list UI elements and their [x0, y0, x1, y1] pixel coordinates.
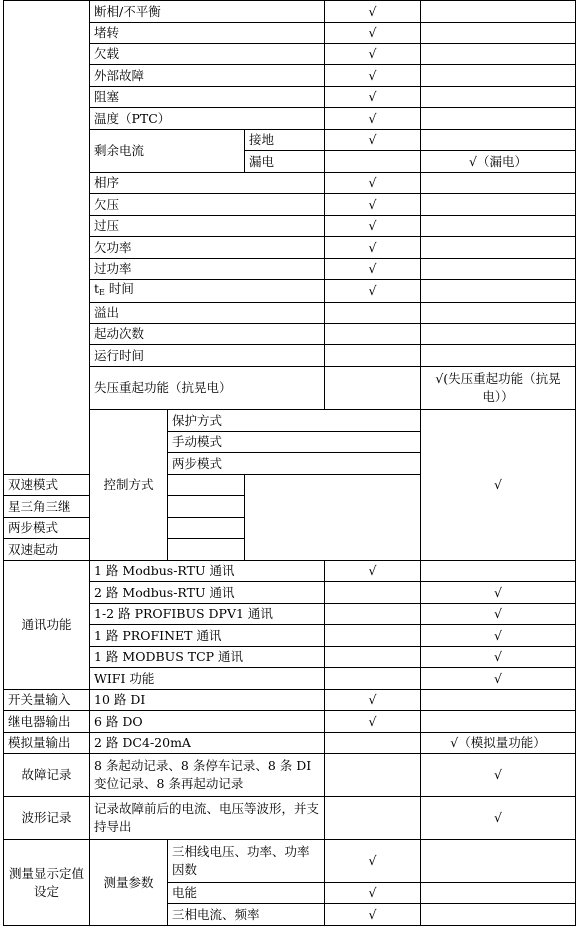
protection-group-cell	[4, 1, 90, 475]
basic-check: √	[325, 87, 421, 108]
basic-check	[325, 582, 421, 604]
io-item: 6 路 DO	[90, 711, 325, 733]
table-row	[4, 65, 576, 87]
comm-item: 1 路 Modbus-RTU 通讯	[90, 561, 325, 582]
table-row	[4, 345, 576, 367]
wave-record-label: 波形记录	[4, 797, 90, 840]
row-label: 过压	[90, 216, 325, 237]
adv-check	[421, 280, 576, 303]
basic-check: √	[325, 65, 421, 87]
feature-comparison-table	[3, 0, 576, 926]
basic-check: √	[325, 23, 421, 44]
basic-check: √	[325, 280, 421, 303]
table-row	[4, 324, 576, 345]
basic-check: √	[325, 904, 421, 926]
adv-check	[421, 690, 576, 711]
adv-check	[421, 194, 576, 216]
adv-check	[421, 108, 576, 130]
table-row	[4, 668, 576, 690]
basic-check: √	[325, 173, 421, 194]
comm-item: 1 路 PROFINET 通讯	[90, 625, 325, 647]
basic-check: √	[325, 194, 421, 216]
adv-check: √	[421, 647, 576, 668]
row-label: 过功率	[90, 259, 325, 280]
adv-check	[421, 237, 576, 259]
table-row	[4, 582, 576, 604]
row-label: 断相/不平衡	[90, 1, 325, 23]
adv-check: √	[421, 625, 576, 647]
adv-check	[421, 87, 576, 108]
row-label: 阻塞	[90, 87, 325, 108]
table-row	[4, 733, 576, 754]
io-item: 10 路 DI	[90, 690, 325, 711]
row-label: 欠功率	[90, 237, 325, 259]
table-row	[4, 561, 576, 582]
table-row	[4, 194, 576, 216]
measure-item: 电能	[168, 883, 325, 904]
control-item: 两步模式	[168, 453, 421, 475]
table-row	[4, 754, 576, 797]
te-subscript: E	[99, 288, 105, 297]
adv-check	[421, 216, 576, 237]
basic-check: √	[325, 1, 421, 23]
table-row	[4, 216, 576, 237]
adv-check	[421, 44, 576, 65]
adv-check	[421, 345, 576, 367]
basic-check	[325, 647, 421, 668]
adv-check: √	[421, 797, 576, 840]
table-row	[4, 840, 576, 883]
basic-check: √	[325, 216, 421, 237]
row-label: 失压重起功能（抗晃电）	[90, 367, 325, 410]
measure-sub-label: 测量参数	[90, 840, 168, 926]
row-label: 欠压	[90, 194, 325, 216]
basic-check: √	[421, 410, 576, 561]
row-label: 运行时间	[90, 345, 325, 367]
adv-check	[421, 303, 576, 324]
table-row	[4, 44, 576, 65]
table-row	[4, 625, 576, 647]
row-label: 外部故障	[90, 65, 325, 87]
basic-check: √	[325, 561, 421, 582]
comm-item: 2 路 Modbus-RTU 通讯	[90, 582, 325, 604]
table-row	[4, 604, 576, 625]
row-label: 起动次数	[90, 324, 325, 345]
fault-record-desc: 8 条起动记录、8 条停车记录、8 条 DI 变位记录、8 条再起动记录	[90, 754, 325, 797]
table-row	[4, 23, 576, 44]
table-row	[4, 410, 576, 432]
basic-check	[325, 668, 421, 690]
control-item: 两步模式	[4, 518, 245, 539]
row-label: 堵转	[90, 23, 325, 44]
table-row	[4, 690, 576, 711]
adv-check	[421, 840, 576, 883]
adv-check	[421, 1, 576, 23]
basic-check: √	[325, 690, 421, 711]
basic-check	[325, 797, 421, 840]
table-row	[4, 1, 576, 23]
fault-record-label: 故障记录	[4, 754, 90, 797]
control-item: 星三角三继	[4, 496, 245, 518]
adv-check	[421, 23, 576, 44]
io-item: 2 路 DC4-20mA	[90, 733, 325, 754]
adv-check	[421, 130, 576, 151]
basic-check	[325, 151, 421, 173]
adv-check: √（模拟量功能）	[421, 733, 576, 754]
basic-check: √	[325, 44, 421, 65]
table-row	[4, 367, 576, 410]
io-group-label: 模拟量输出	[4, 733, 90, 754]
table-row	[4, 647, 576, 668]
measure-item: 三相线电压、功率、功率因数	[168, 840, 325, 883]
table-row	[4, 303, 576, 324]
basic-check	[325, 754, 421, 797]
comm-item: WIFI 功能	[90, 668, 325, 690]
adv-check	[421, 173, 576, 194]
row-label: 欠载	[90, 44, 325, 65]
basic-check: √	[325, 711, 421, 733]
adv-check: √	[421, 754, 576, 797]
wave-record-desc: 记录故障前后的电流、电压等波形，并支持导出	[90, 797, 325, 840]
sub-label: 接地	[245, 130, 325, 151]
measure-item: 三相电流、频率	[168, 904, 325, 926]
basic-check: √	[325, 883, 421, 904]
io-group-label: 开关量输入	[4, 690, 90, 711]
adv-check: √	[421, 582, 576, 604]
comm-item: 1-2 路 PROFIBUS DPV1 通讯	[90, 604, 325, 625]
adv-check: √	[421, 604, 576, 625]
adv-check: √(失压重起功能（抗晃电））	[421, 367, 576, 410]
adv-check	[421, 259, 576, 280]
table-row	[4, 108, 576, 130]
adv-check: √（漏电）	[421, 151, 576, 173]
basic-check: √	[325, 840, 421, 883]
table-row	[4, 87, 576, 108]
basic-check	[325, 367, 421, 410]
basic-check	[325, 345, 421, 367]
comm-group-label: 通讯功能	[4, 561, 90, 690]
te-t: t	[94, 281, 100, 296]
io-group-label: 继电器输出	[4, 711, 90, 733]
control-item: 手动模式	[168, 432, 421, 453]
te-rest: 时间	[104, 281, 134, 296]
table-row	[4, 237, 576, 259]
basic-check	[325, 733, 421, 754]
adv-check	[421, 883, 576, 904]
adv-check	[421, 65, 576, 87]
control-item: 双速起动	[4, 539, 245, 561]
basic-check	[325, 324, 421, 345]
sub-label: 漏电	[245, 151, 325, 173]
table-row	[4, 711, 576, 733]
adv-check: √	[421, 668, 576, 690]
table-row	[4, 797, 576, 840]
comm-item: 1 路 MODBUS TCP 通讯	[90, 647, 325, 668]
control-item: 双速模式	[4, 475, 245, 496]
row-label	[90, 280, 325, 303]
adv-check	[421, 711, 576, 733]
basic-check	[325, 625, 421, 647]
table-row	[4, 130, 576, 151]
row-label: 剩余电流	[90, 130, 245, 173]
row-label: 温度（PTC）	[90, 108, 325, 130]
measure-group-label: 测量显示定值设定	[4, 840, 90, 926]
basic-check: √	[325, 108, 421, 130]
basic-check: √	[325, 237, 421, 259]
basic-check	[325, 303, 421, 324]
table-row	[4, 173, 576, 194]
basic-check: √	[325, 259, 421, 280]
control-group-label: 控制方式	[90, 410, 168, 561]
adv-check	[421, 904, 576, 926]
basic-check: √	[325, 130, 421, 151]
row-label: 溢出	[90, 303, 325, 324]
basic-check	[325, 604, 421, 625]
table-row	[4, 280, 576, 303]
control-item: 保护方式	[168, 410, 421, 432]
adv-check	[421, 561, 576, 582]
row-label: 相序	[90, 173, 325, 194]
table-row	[4, 259, 576, 280]
adv-check	[421, 324, 576, 345]
